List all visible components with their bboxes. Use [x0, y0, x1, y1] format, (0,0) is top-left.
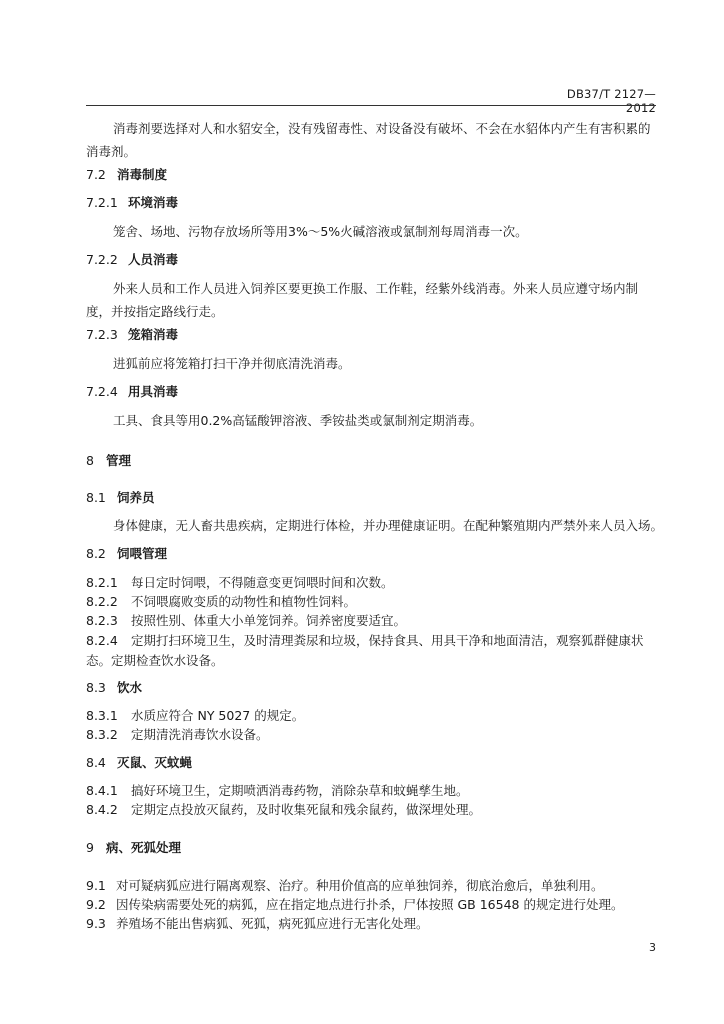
heading-number: 8.4 [86, 755, 106, 770]
item-number: 8.2.3 [86, 613, 118, 628]
item-text: 对可疑病狐应进行隔离观察、治疗。种用价值高的应单独饲养，彻底治愈后，单独利用。 [116, 878, 604, 893]
heading-title: 管理 [106, 453, 132, 468]
item-text: 搞好环境卫生，定期喷洒消毒药物，消除杂草和蚊蝇孳生地。 [131, 783, 469, 798]
item-number: 8.2.2 [86, 594, 118, 609]
heading-title: 灭鼠、灭蚊蝇 [117, 755, 193, 770]
header-rule [86, 105, 656, 106]
heading-title: 用具消毒 [128, 384, 179, 399]
item-number: 8.2.1 [86, 575, 118, 590]
heading-title: 消毒制度 [117, 167, 168, 182]
heading-7-2-1 [86, 195, 178, 211]
item-text: 定期清洗消毒饮水设备。 [131, 727, 269, 742]
heading-title: 饮水 [117, 680, 143, 695]
heading-7-2-3 [86, 327, 178, 343]
item-text: 不饲喂腐败变质的动物性和植物性饲料。 [131, 594, 357, 609]
heading-number: 7.2 [86, 167, 106, 182]
paragraph-intro: 消毒剂要选择对人和水貂安全，没有残留毒性、对设备没有破坏、不会在水貂体内产生有害积累的消毒剂。 [86, 121, 651, 159]
paragraph-8-1: 身体健康，无人畜共患疾病，定期进行体检，并办理健康证明。在配种繁殖期内严禁外来人员入场。 [113, 518, 664, 533]
item-8-2-4 [86, 631, 656, 671]
item-8-2-3 [86, 613, 406, 629]
heading-title: 饲养员 [117, 490, 155, 505]
heading-title: 人员消毒 [128, 252, 179, 267]
item-number: 9.2 [86, 897, 106, 912]
item-text: 定期打扫环境卫生，及时清理粪尿和垃圾，保持食具、用具干净和地面清洁，观察狐群健康状态。定期检查饮水设备。 [86, 633, 644, 668]
item-text: 按照性别、体重大小单笼饲养。饲养密度要适宜。 [131, 613, 407, 628]
item-8-4-1 [86, 783, 469, 799]
item-number: 8.4.2 [86, 802, 118, 817]
paragraph-7-2-1: 笼舍、场地、污物存放场所等用3%～5%火碱溶液或氯制剂每周消毒一次。 [113, 224, 528, 239]
item-9-3 [86, 916, 429, 932]
heading-title: 环境消毒 [128, 195, 179, 210]
document-code: DB37/T 2127—2012 [566, 87, 656, 115]
heading-number: 8.1 [86, 490, 106, 505]
heading-number: 9 [86, 840, 94, 855]
heading-8-4 [86, 755, 192, 771]
heading-8-2 [86, 546, 167, 562]
item-number: 8.4.1 [86, 783, 118, 798]
heading-8 [86, 453, 131, 469]
heading-number: 7.2.3 [86, 327, 118, 342]
item-text: 水质应符合 NY 5027 的规定。 [131, 708, 305, 723]
item-text: 因传染病需要处死的病狐，应在指定地点进行扑杀，尸体按照 GB 16548 的规定进行处理。 [116, 897, 624, 912]
heading-8-3 [86, 680, 142, 696]
heading-number: 8 [86, 453, 94, 468]
item-8-4-2 [86, 802, 481, 818]
item-8-3-1 [86, 708, 304, 724]
page-number: 3 [649, 941, 656, 954]
heading-number: 7.2.1 [86, 195, 118, 210]
heading-7-2-2 [86, 252, 178, 268]
item-text: 定期定点投放灭鼠药，及时收集死鼠和残余鼠药，做深埋处理。 [131, 802, 482, 817]
heading-number: 8.3 [86, 680, 106, 695]
item-number: 8.2.4 [86, 633, 118, 648]
heading-7-2-4 [86, 384, 178, 400]
heading-9 [86, 840, 181, 856]
item-text: 养殖场不能出售病狐、死狐，病死狐应进行无害化处理。 [116, 916, 429, 931]
item-number: 8.3.2 [86, 727, 118, 742]
heading-title: 饲喂管理 [117, 546, 168, 561]
item-8-2-2 [86, 594, 356, 610]
item-9-1 [86, 878, 604, 894]
item-text: 每日定时饲喂，不得随意变更饲喂时间和次数。 [131, 575, 394, 590]
heading-8-1 [86, 490, 155, 506]
item-number: 9.3 [86, 916, 106, 931]
item-number: 9.1 [86, 878, 106, 893]
heading-title: 笼箱消毒 [128, 327, 179, 342]
paragraph-7-2-3: 进狐前应将笼箱打扫干净并彻底清洗消毒。 [113, 356, 351, 371]
item-9-2 [86, 897, 623, 913]
item-8-3-2 [86, 727, 269, 743]
heading-7-2 [86, 167, 167, 183]
item-8-2-1 [86, 575, 394, 591]
heading-number: 7.2.2 [86, 252, 118, 267]
item-number: 8.3.1 [86, 708, 118, 723]
paragraph-7-2-2: 外来人员和工作人员进入饲养区要更换工作服、工作鞋，经紫外线消毒。外来人员应遵守场内制度，并按指定路线行走。 [86, 281, 639, 319]
paragraph-7-2-4: 工具、食具等用0.2%高锰酸钾溶液、季铵盐类或氯制剂定期消毒。 [113, 413, 483, 428]
heading-number: 8.2 [86, 546, 106, 561]
heading-number: 7.2.4 [86, 384, 118, 399]
heading-title: 病、死狐处理 [106, 840, 182, 855]
